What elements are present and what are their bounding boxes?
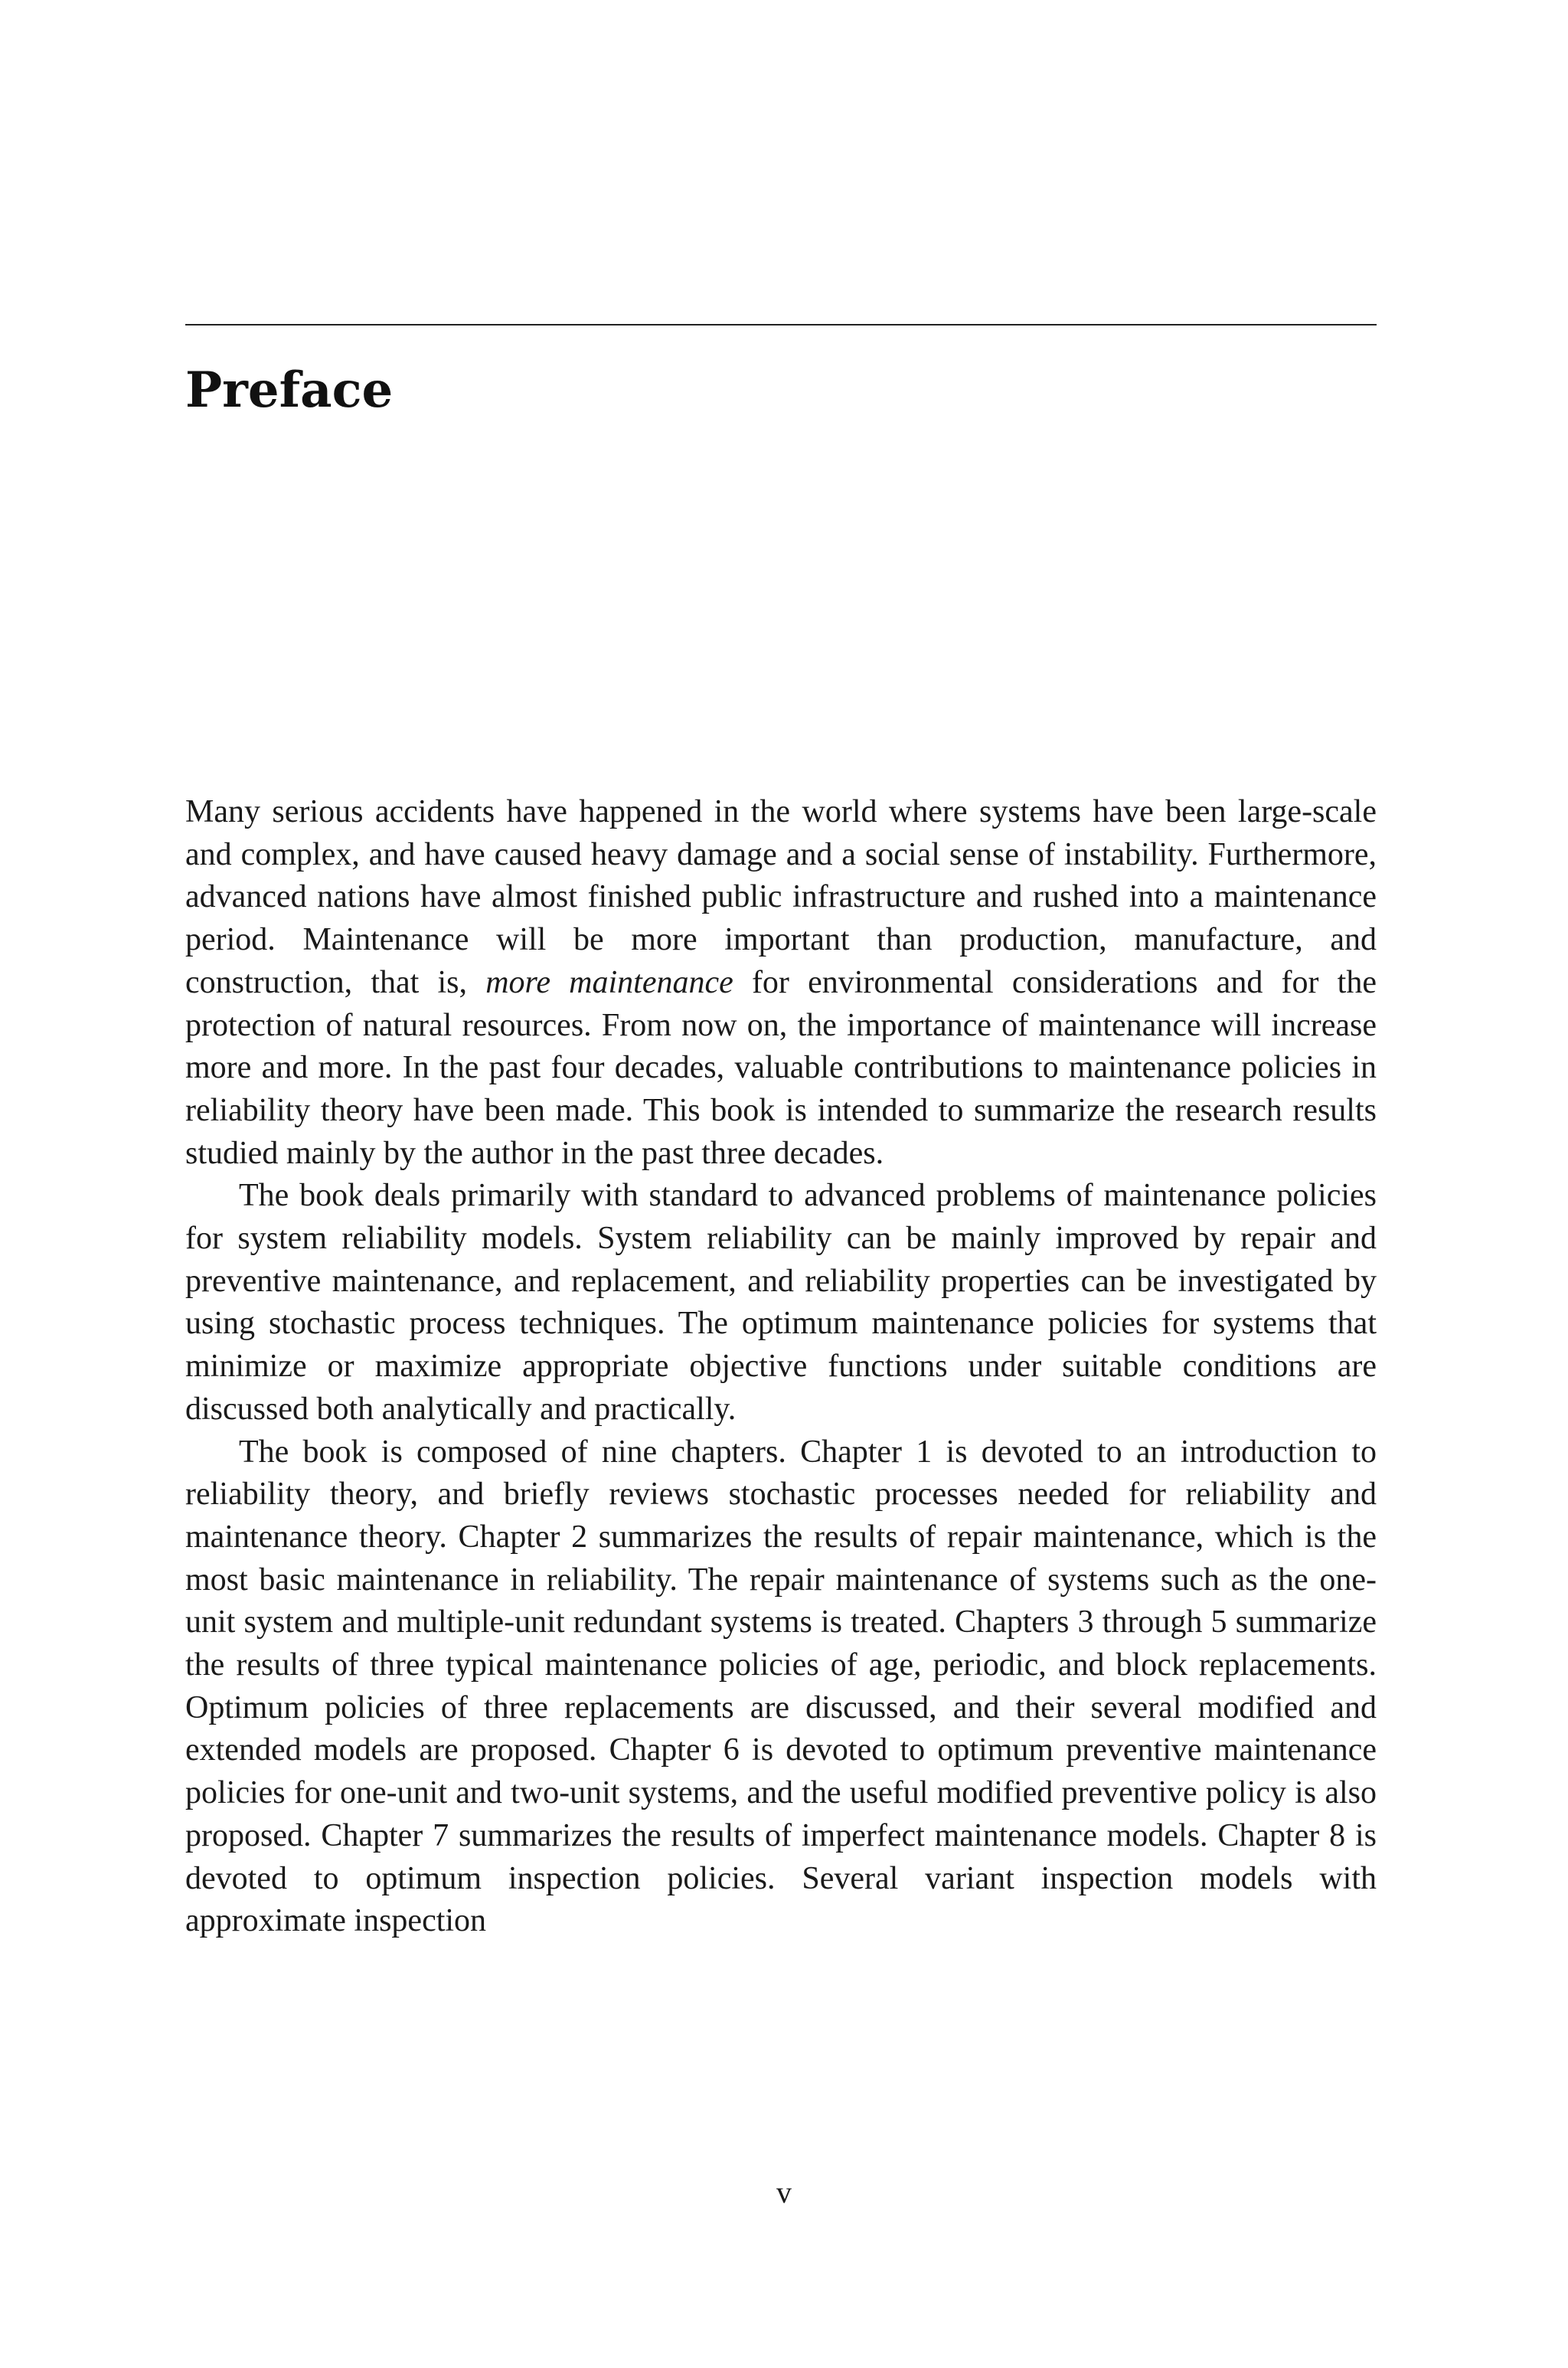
page-title: Preface xyxy=(185,361,394,419)
paragraph-1 xyxy=(185,791,1377,1175)
emphasis-more-maintenance: more maintenance xyxy=(485,964,733,1000)
paragraph-3: The book is composed of nine chapters. Chapter 1 is devoted to an introduction to reliability theory, and briefly reviews stochastic processes needed for reliability and maintenance theory. Chapter 2 summarizes the results of repair maintenance, which is the most basic maintenance in reliability. The repair maintenance of systems such as the one-unit system and multiple-unit redundant systems is treated. Chapters 3 through 5 summarize the results of three typical maintenance policies of age, periodic, and block replacements. Optimum policies of three replacements are discussed, and their several modified and extended models are proposed. Chapter 6 is devoted to optimum preventive maintenance policies for one-unit and two-unit systems, and the useful modified preventive policy is also proposed. Chapter 7 summarizes the results of imperfect maintenance models. Chapter 8 is devoted to optimum inspection policies. Several variant inspection models with approximate inspection xyxy=(185,1434,1377,1939)
page-number: v xyxy=(776,2175,792,2209)
paragraph-2: The book deals primarily with standard to advanced problems of maintenance policies for system reliability models. System reliability can be mainly improved by repair and preventive maintenance, and replacement, and reliability properties can be investigated by using stochastic process techniques. The optimum maintenance policies for systems that minimize or maximize appropriate objective functions under suitable conditions are discussed both analytically and practically. xyxy=(185,1178,1377,1427)
header-rule xyxy=(185,324,1377,325)
paragraph-1-text-after: for environmental considerations and for the protection of natural resources. From now on, the importance of maintenance will increase more and more. In the past four decades, valuable contributions to maintenance policies in reliability theory have been made. This book is intended to summarize the research results studied mainly by the author in the past three decades. xyxy=(185,964,1377,1171)
paragraph-1-text-before: Many serious accidents have happened in the world where systems have been large-scale and complex, and have caused heavy damage and a social sense of instability. Furthermore, advanced nations have almost finished public infrastructure and rushed into a maintenance period. Maintenance will be more important than production, manufacture, and construction, that is, xyxy=(185,794,1377,1000)
preface-body xyxy=(185,791,1377,1943)
